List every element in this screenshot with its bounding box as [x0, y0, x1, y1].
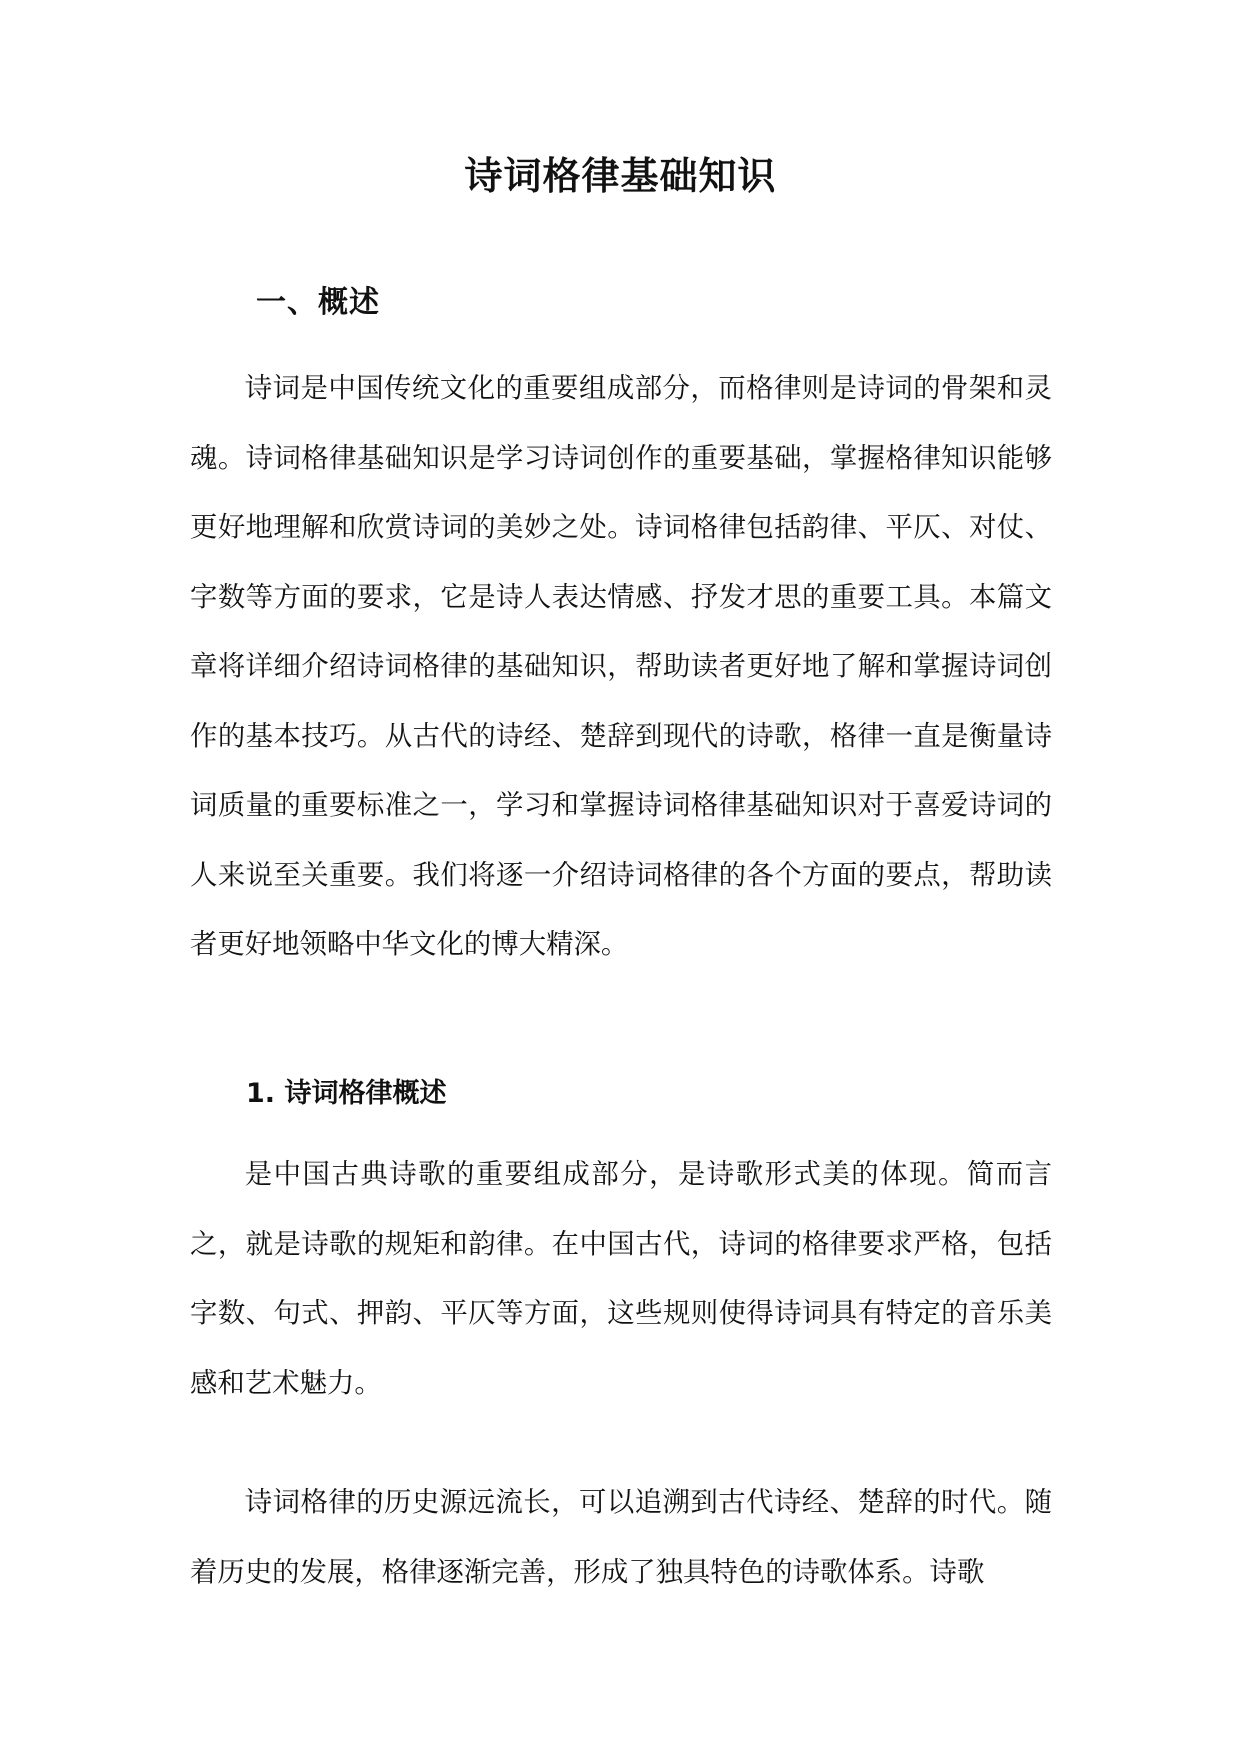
- subsection-heading-poetry-meter-overview: 1. 诗词格律概述: [246, 1078, 447, 1109]
- overview-paragraph: 诗词是中国传统文化的重要组成部分，而格律则是诗词的骨架和灵魂。诗词格律基础知识是学习诗词创作的重要基础，掌握格律知识能够更好地理解和欣赏诗词的美妙之处。诗词格律包括韵律、平仄、对仗、字数等方面的要求，它是诗人表达情感、抒发才思的重要工具。本篇文章将详细介绍诗词格律的基础知识，帮助读者更好地了解和掌握诗词创作的基本技巧。从古代的诗经、楚辞到现代的诗歌，格律一直是衡量诗词质量的重要标准之一，学习和掌握诗词格律基础知识对于喜爱诗词的人来说至关重要。我们将逐一介绍诗词格律的各个方面的要点，帮助读者更好地领略中华文化的博大精深。: [190, 373, 1052, 960]
- subsection-paragraph-1: 是中国古典诗歌的重要组成部分，是诗歌形式美的体现。简而言之，就是诗歌的规矩和韵律。在中国古代，诗词的格律要求严格，包括字数、句式、押韵、平仄等方面，这些规则使得诗词具有特定的音乐美感和艺术魅力。: [190, 1159, 1052, 1399]
- document-title: 诗词格律基础知识: [464, 154, 777, 198]
- section-heading-overview: 一、概述: [256, 285, 380, 320]
- subsection-paragraph-2: 诗词格律的历史源远流长，可以追溯到古代诗经、楚辞的时代。随着历史的发展，格律逐渐完善，形成了独具特色的诗歌体系。诗歌: [190, 1487, 1052, 1588]
